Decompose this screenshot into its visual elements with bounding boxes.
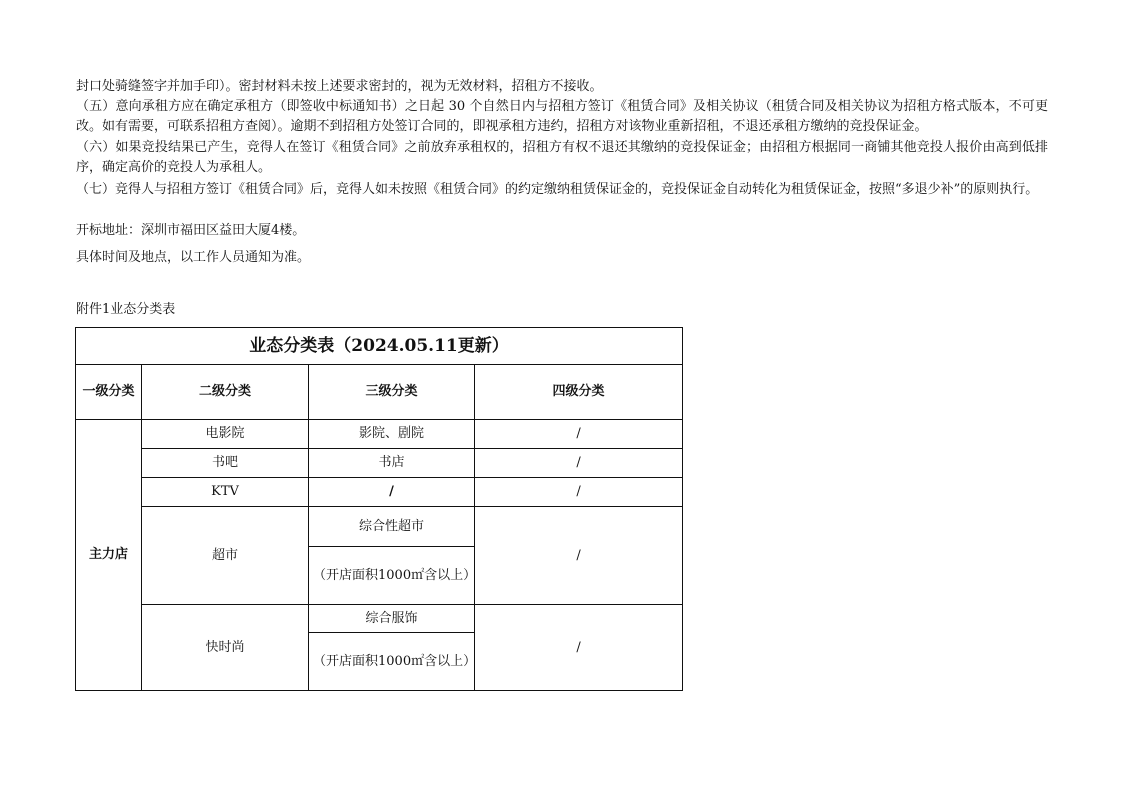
cell-level2: 书吧	[142, 449, 309, 478]
header-level3: 三级分类	[309, 365, 475, 420]
group-anchor-store: 主力店	[76, 420, 142, 691]
cell-level2: 超市	[142, 507, 309, 605]
table-row	[76, 605, 683, 633]
table-row	[76, 420, 683, 449]
attachment-title: 附件1业态分类表	[76, 302, 176, 317]
header-level4: 四级分类	[475, 365, 683, 420]
header-level1: 一级分类	[76, 365, 142, 420]
cell-level3: /	[309, 478, 475, 507]
table-row	[76, 449, 683, 478]
table-row	[76, 507, 683, 547]
paragraph-notice: 具体时间及地点，以工作人员通知为准。	[76, 250, 311, 265]
paragraph-seven: （七）竞得人与招租方签订《租赁合同》后，竞得人如未按照《租赁合同》的约定缴纳租赁保证金的，竞投保证金自动转化为租赁保证金，按照“多退少补”的原则执行。	[76, 182, 1039, 197]
cell-level2: 电影院	[142, 420, 309, 449]
cell-level3: 综合服饰	[309, 605, 475, 633]
cell-level3: 书店	[309, 449, 475, 478]
cell-level4: /	[475, 478, 683, 507]
cell-level3-note: （开店面积1000㎡含以上）	[309, 547, 475, 605]
paragraph-address: 开标地址：深圳市福田区益田大厦4楼。	[76, 223, 306, 238]
cell-level4: /	[475, 507, 683, 605]
table-header-row	[76, 365, 683, 420]
paragraph-six: （六）如果竞投结果已产生，竞得人在签订《租赁合同》之前放弃承租权的，招租方有权不退还其缴纳的竞投保证金；由招租方根据同一商铺其他竞投人报价由高到低排序，确定高价的竞投人为承租人。	[76, 140, 1048, 175]
cell-level4: /	[475, 605, 683, 691]
cell-level3: 综合性超市	[309, 507, 475, 547]
table-title: 业态分类表（2024.05.11更新）	[76, 328, 683, 365]
cell-level3: 影院、剧院	[309, 420, 475, 449]
cell-level3-note: （开店面积1000㎡含以上）	[309, 633, 475, 691]
business-classification-table	[75, 327, 683, 691]
cell-level4: /	[475, 449, 683, 478]
paragraph-seal: 封口处骑缝签字并加手印）。密封材料未按上述要求密封的，视为无效材料，招租方不接收。	[76, 79, 603, 94]
header-level2: 二级分类	[142, 365, 309, 420]
table-row	[76, 478, 683, 507]
cell-level2: KTV	[142, 478, 309, 507]
cell-level4: /	[475, 420, 683, 449]
cell-level2: 快时尚	[142, 605, 309, 691]
paragraph-five: （五）意向承租方应在确定承租方（即签收中标通知书）之日起 30 个自然日内与招租方签订《租赁合同》及相关协议（租赁合同及相关协议为招租方格式版本，不可更改。如有需要，可联系招租方查阅）。逾期不到招租方处签订合同的，即视承租方违约，招租方对该物业重新招租，不退还承租方缴纳的竞投保证金。	[76, 99, 1048, 134]
